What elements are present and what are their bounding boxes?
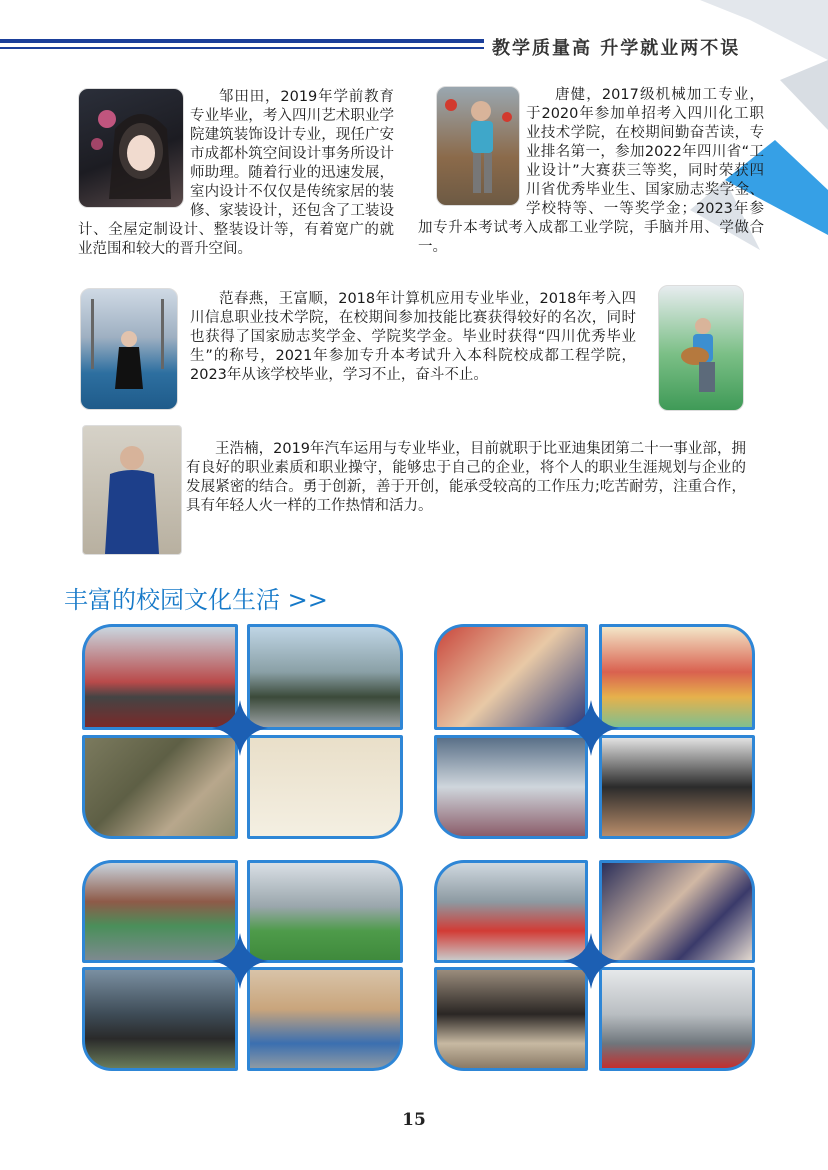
header-rule-thick [0,39,484,43]
photo-troop-formation [247,624,403,730]
star-decoration-icon [563,700,619,756]
star-decoration-icon [563,933,619,989]
photo-calligraphy-display [247,735,403,839]
profile-text-tang: 唐健，2017级机械加工专业，于2020年参加单招考入四川化工职业技术学院，在校期间勤奋苦读，专业排名第一，参加2022年四川省“工业设计”大赛获三等奖，同时荣获四川省优秀毕业生、国家励志奖学金、学校特等、一等奖学金；2023年参加专升本考试考入成都工业学院，手脑并用、学做合一。 [418,87,764,255]
profile-photo-wang-fushun [658,285,744,411]
profile-text-wang-haonan: 王浩楠，2019年汽车运用与专业毕业，目前就职于比亚迪集团第二十一事业部，拥有良好的职业素质和职业操守，能够忠于自己的企业，将个人的职业生涯规划与企业的发展紧密的结合。勇于创新，善于开创，能承受较高的工作压力;吃苦耐劳，注重合作，具有年轻人火一样的工作热情和活力。 [186,441,746,514]
portrait-guitar-icon [659,286,743,410]
header-rule-thin [0,47,484,49]
portrait-figure-icon [81,289,177,409]
profile-text-zou: 邹田田，2019年学前教育专业毕业，考入四川艺术职业学院建筑装饰设计专业，现任广安市成都朴筑空间设计事务所设计师助理。随着行业的迅速发展，室内设计不仅仅是传统家居的装修、家装设计，还包含了工装设计、全屋定制设计、整装设计等，有着宽广的就业范围和较大的晋升空间。 [78,89,394,257]
photo-factory-hall [599,967,755,1071]
profile-photo-fan [80,288,178,410]
page-number: 15 [402,1110,426,1130]
photo-football-field [247,860,403,963]
section-title: 丰富的校园文化生活 >> [64,586,328,614]
photo-table-tennis [247,967,403,1071]
star-decoration-icon [212,700,268,756]
profile-text-fan: 范春燕，王富顺，2018年计算机应用专业毕业，2018年考入四川信息职业技术学院，在校期间参加技能比赛获得较好的名次，同时也获得了国家励志奖学金、学院奖学金。毕业时获得“四川优秀毕业生”的称号，2021年参加专升本考试升入本科院校成都工程学院，2023年从该学校毕业，学习不止，奋斗不止。 [190,291,636,383]
portrait-figure-icon [83,426,181,554]
photo-hands-on-class [599,860,755,963]
header-title: 教学质量高 升学就业两不误 [492,38,741,59]
profile-photo-wang-haonan [82,425,182,555]
photo-craft-workshop [599,735,755,839]
star-decoration-icon [212,933,268,989]
photo-street-painting [599,624,755,730]
